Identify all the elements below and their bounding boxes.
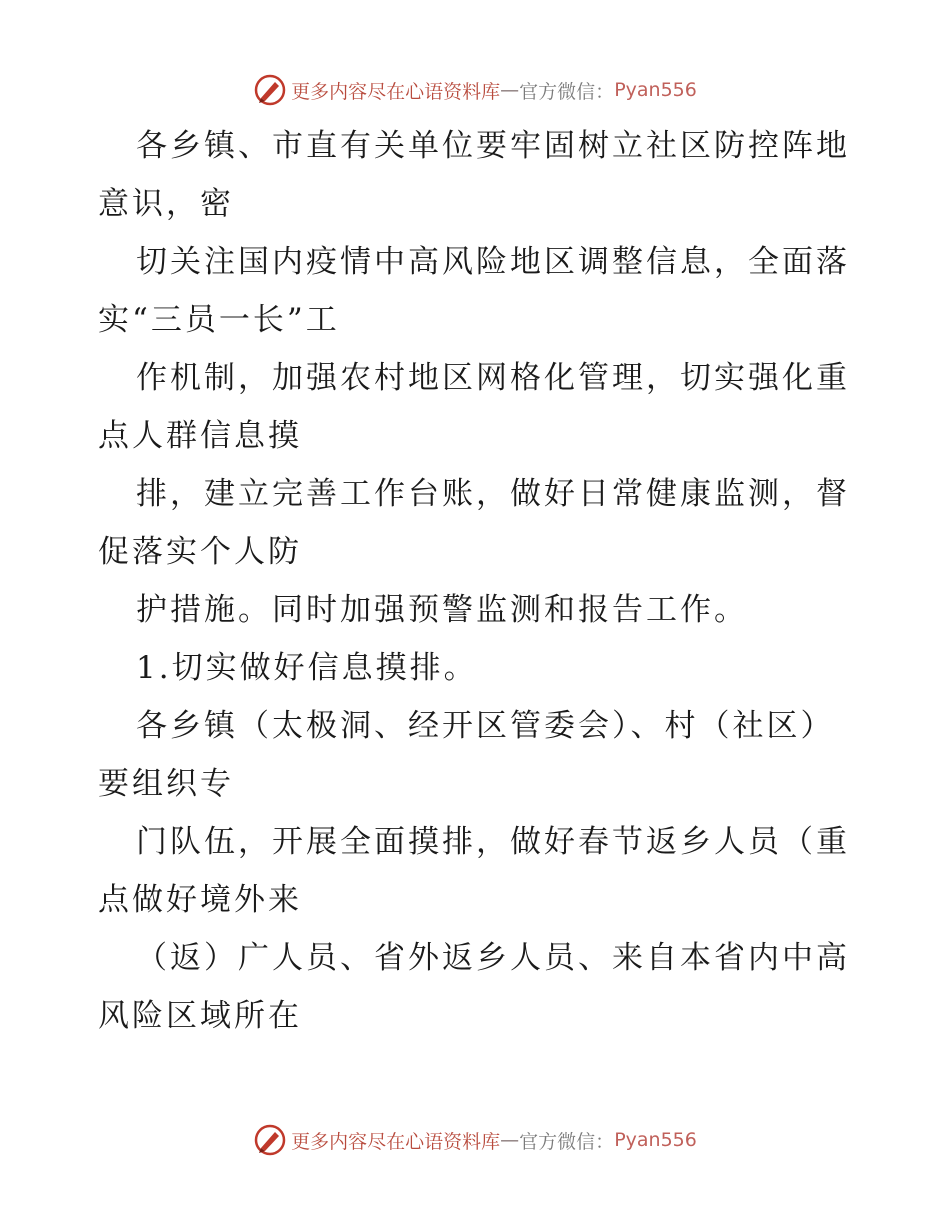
footer-wechat-label: 官方微信： [519,1130,615,1153]
footer-wechat-id: Pyan556 [614,1129,697,1151]
header-wechat-label: 官方微信： [519,80,615,103]
header-separator: — [500,79,520,101]
header-banner-text: 更多内容尽在心语资料库 [291,80,501,103]
paragraph: 切关注国内疫情中高风险地区调整信息，全面落实“三员一长”工 [98,244,850,338]
paragraph: 各乡镇、市直有关单位要牢固树立社区防控阵地意识，密 [98,128,850,222]
document-body [98,117,858,1045]
footer-banner [0,1120,950,1160]
header-banner [0,70,950,110]
paragraph: 护措施。同时加强预警监测和报告工作。 [136,592,748,628]
paragraph: 各乡镇（太极洞、经开区管委会）、村（社区）要组织专 [98,708,835,802]
pen-logo-icon [253,1123,287,1157]
paragraph: 门队伍，开展全面摸排，做好春节返乡人员（重点做好境外来 [98,824,850,918]
section-heading: 1.切实做好信息摸排。 [136,650,478,686]
paragraph: 作机制，加强农村地区网格化管理，切实强化重点人群信息摸 [98,360,850,454]
pen-logo-icon [253,73,287,107]
header-wechat-id: Pyan556 [614,79,697,101]
footer-separator: — [500,1129,520,1151]
footer-banner-text: 更多内容尽在心语资料库 [291,1130,501,1153]
paragraph: （返）广人员、省外返乡人员、来自本省内中高风险区域所在 [98,940,850,1034]
paragraph: 排，建立完善工作台账，做好日常健康监测，督促落实个人防 [98,476,850,570]
